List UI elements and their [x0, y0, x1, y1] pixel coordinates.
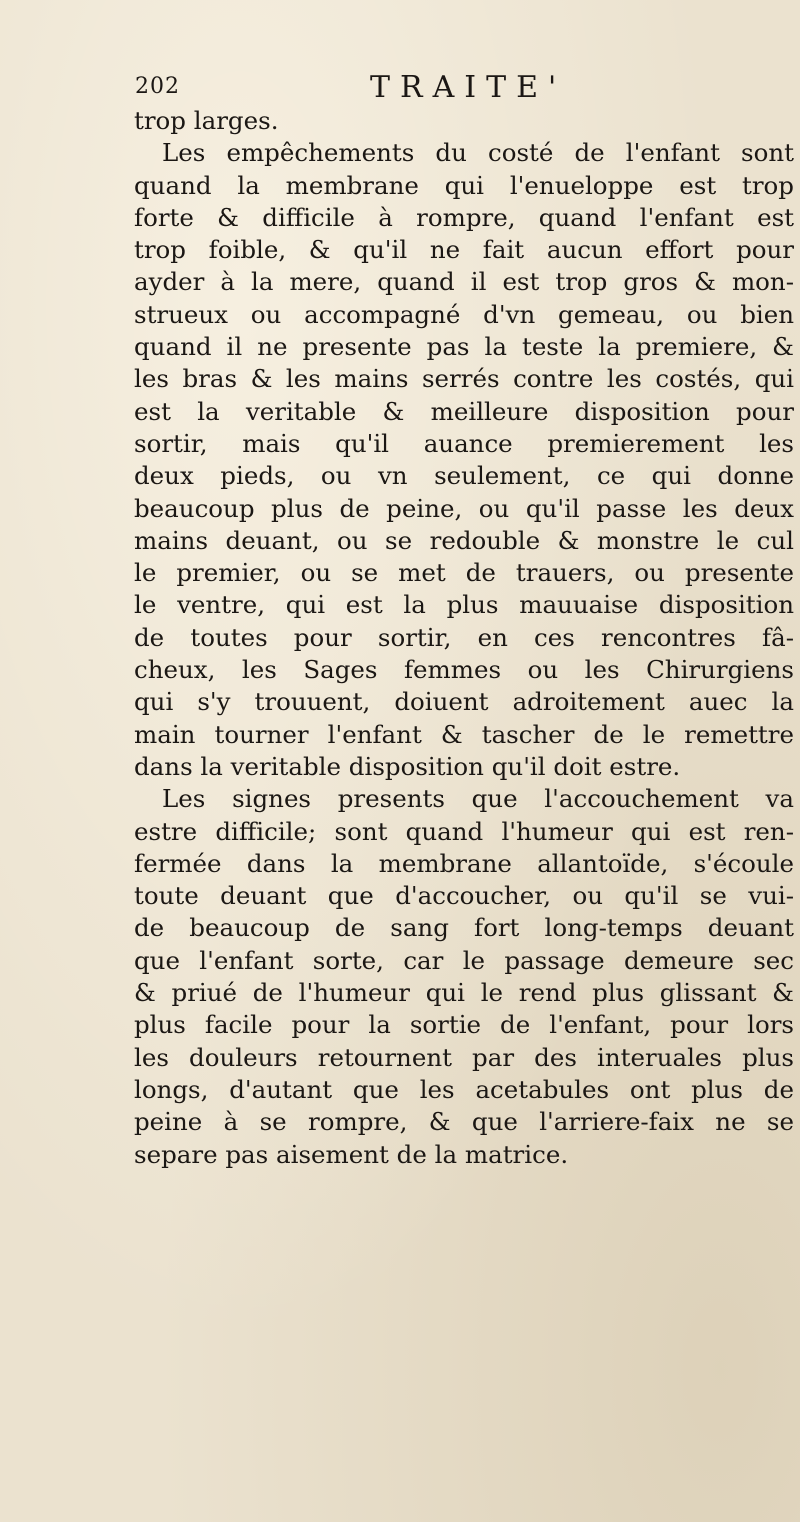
- text-line: les douleurs retournent par des interuales plus: [134, 1042, 794, 1072]
- text-line: trop foible, & qu'il ne fait aucun effort pour: [134, 235, 794, 265]
- text-line: quand il ne presente pas la teste la premiere, &: [134, 332, 794, 362]
- text-line: de toutes pour sortir, en ces rencontres fâ-: [134, 622, 794, 652]
- page-header: [0, 70, 800, 110]
- text-line: est la veritable & meilleure disposition pour: [134, 396, 794, 426]
- text-line: & priué de l'humeur qui le rend plus glissant &: [134, 978, 794, 1008]
- text-line: separe pas aisement de la matrice.: [134, 1139, 569, 1169]
- text-line: longs, d'autant que les acetabules ont plus de: [134, 1074, 794, 1104]
- text-line: cheux, les Sages femmes ou les Chirurgiens: [134, 655, 794, 685]
- page-number: 202: [135, 74, 180, 99]
- text-line: de beaucoup de sang fort long-temps deuant: [134, 913, 794, 943]
- text-line: Les empêchements du costé de l'enfant sont: [162, 138, 794, 168]
- text-line: sortir, mais qu'il auance premierement les: [134, 428, 794, 458]
- text-line: beaucoup plus de peine, ou qu'il passe les deux: [134, 493, 794, 523]
- text-line: plus facile pour la sortie de l'enfant, pour lors: [134, 1010, 794, 1040]
- text-line: le premier, ou se met de trauers, ou presente: [134, 558, 794, 588]
- text-line: main tourner l'enfant & tascher de le remettre: [134, 719, 794, 749]
- text-line: que l'enfant sorte, car le passage demeure sec: [134, 945, 794, 975]
- text-line: mains deuant, ou se redouble & monstre le cul: [134, 525, 794, 555]
- text-line: strueux ou accompagné d'vn gemeau, ou bien: [134, 299, 794, 329]
- text-line: toute deuant que d'accoucher, ou qu'il se vui-: [134, 881, 794, 911]
- running-head: TRAITE': [370, 70, 567, 105]
- text-line: peine à se rompre, & que l'arriere-faix ne se: [134, 1107, 794, 1137]
- text-line: les bras & les mains serrés contre les costés, qui: [134, 364, 794, 394]
- text-line: Les signes presents que l'accouchement va: [162, 784, 794, 814]
- text-line: quand la membrane qui l'enueloppe est trop: [134, 170, 794, 200]
- text-line: deux pieds, ou vn seulement, ce qui donne: [134, 461, 794, 491]
- text-line: ayder à la mere, quand il est trop gros & mon-: [134, 267, 794, 297]
- text-line: qui s'y trouuent, doiuent adroitement auec la: [134, 687, 794, 717]
- body-text: [134, 105, 794, 1171]
- text-line: le ventre, qui est la plus mauuaise disposition: [134, 590, 794, 620]
- text-line: fermée dans la membrane allantoïde, s'écoule: [134, 848, 794, 878]
- text-line: estre difficile; sont quand l'humeur qui est ren-: [134, 816, 794, 846]
- text-line: trop larges.: [134, 106, 279, 135]
- text-line: forte & difficile à rompre, quand l'enfant est: [134, 202, 794, 232]
- text-line: dans la veritable disposition qu'il doit estre.: [134, 751, 681, 781]
